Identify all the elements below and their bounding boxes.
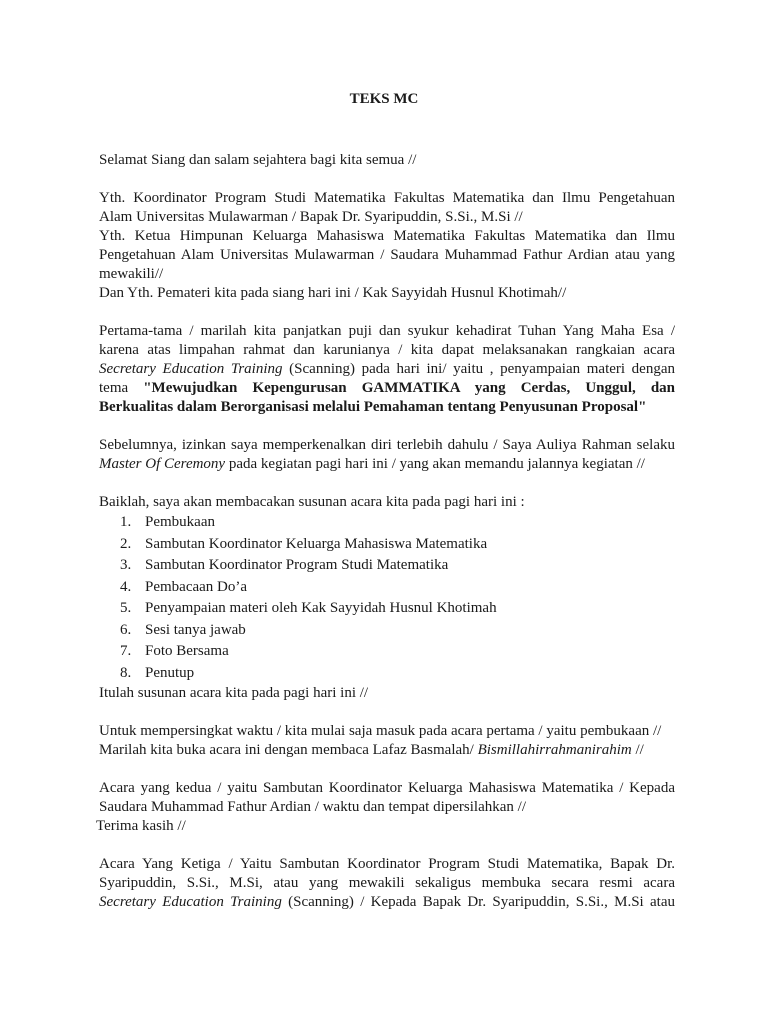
agenda-item-number: 6. xyxy=(120,621,132,638)
salutation-3-line: Dan Yth. Pemateri kita pada siang hari ini / Kak Sayyidah Husnul Khotimah// xyxy=(99,285,567,301)
third-event-paragraph xyxy=(99,855,675,912)
agenda-item-number: 4. xyxy=(120,578,132,595)
salutation-1-line-1: Yth. Koordinator Program Studi Matematika Fakultas Matematika dan Ilmu Pengetahuan xyxy=(99,190,675,206)
agenda-item-text: Penyampaian materi oleh Kak Sayyidah Husnul Khotimah xyxy=(145,600,497,616)
theme-bold-part-2: Berkualitas dalam Berorganisasi melalui Pemahaman tentang Penyusunan Proposal" xyxy=(99,399,647,415)
second-event-paragraph xyxy=(96,779,675,836)
introduction-line-1: Sebelumnya, izinkan saya memperkenalkan diri terlebih dahulu / Saya Auliya Rahman selaku xyxy=(99,437,675,453)
theme-prefix: tema xyxy=(99,380,144,396)
agenda-item-text: Sambutan Koordinator Keluarga Mahasiswa Matematika xyxy=(145,535,488,552)
agenda-item-number: 8. xyxy=(120,664,132,681)
agenda-item xyxy=(99,534,675,556)
thank-you-line: Terima kasih // xyxy=(96,818,186,834)
greeting-line: Selamat Siang dan salam sejahtera bagi kita semua // xyxy=(99,152,417,168)
opening-line-2: karena atas limpahan rahmat dan karunianya / kita dapat melaksanakan rangkaian acara xyxy=(99,342,675,358)
opening-line-4 xyxy=(99,379,675,398)
agenda-item-text: Pembacaan Do’a xyxy=(145,578,248,595)
greeting-paragraph xyxy=(99,151,675,170)
third-event-line-2: Syaripuddin, S.Si., M.Si, atau yang mewakili sekaligus membuka secara resmi acara xyxy=(99,875,675,891)
agenda-item-number: 3. xyxy=(120,557,132,573)
agenda-item-text: Foto Bersama xyxy=(145,643,229,659)
salutation-1-line-2: Alam Universitas Mulawarman / Bapak Dr. Syaripuddin, S.Si., M.Si // xyxy=(99,209,523,225)
agenda-item-number: 1. xyxy=(120,514,132,530)
first-event-line-2 xyxy=(99,741,675,760)
document-title: TEKS MC xyxy=(349,91,419,107)
agenda-item-number: 2. xyxy=(120,535,132,552)
salutation-2-line-1: Yth. Ketua Himpunan Keluarga Mahasiswa Matematika Fakultas Matematika dan Ilmu xyxy=(99,228,675,244)
agenda-item-text: Sambutan Koordinator Program Studi Matematika xyxy=(145,557,449,573)
agenda-item-number: 5. xyxy=(120,600,132,616)
first-event-line-2-pre: Marilah kita buka acara ini dengan membaca Lafaz Basmalah/ xyxy=(99,742,478,758)
salutation-2-line-3: mewakili// xyxy=(99,266,164,282)
event-name-italic: Secretary Education Training xyxy=(99,361,283,377)
salutation-paragraph xyxy=(99,189,675,303)
third-event-line-3 xyxy=(99,893,675,912)
second-event-line-1: Acara yang kedua / yaitu Sambutan Koordinator Keluarga Mahasiswa Matematika / Kepada xyxy=(99,780,675,796)
opening-line-3 xyxy=(99,360,675,379)
agenda-item-text: Penutup xyxy=(145,664,195,681)
first-event-line-1: Untuk mempersingkat waktu / kita mulai saja masuk pada acara pertama / yaitu pembukaan // xyxy=(99,723,662,739)
opening-paragraph xyxy=(99,322,675,417)
agenda-item xyxy=(99,641,675,663)
third-event-line-1: Acara Yang Ketiga / Yaitu Sambutan Koordinator Program Studi Matematika, Bapak Dr. xyxy=(99,856,675,872)
first-event-line-2-post: // xyxy=(631,742,644,758)
agenda-list xyxy=(99,512,675,684)
first-event-paragraph xyxy=(99,722,675,760)
opening-line-1: Pertama-tama / marilah kita panjatkan puji dan syukur kehadirat Tuhan Yang Maha Esa / xyxy=(99,323,675,339)
agenda-item-text: Sesi tanya jawab xyxy=(145,621,246,638)
agenda-outro: Itulah susunan acara kita pada pagi hari ini // xyxy=(99,685,369,701)
agenda-section xyxy=(99,493,675,703)
agenda-item xyxy=(99,577,675,599)
agenda-item xyxy=(99,598,675,620)
introduction-line-2-rest: pada kegiatan pagi hari ini / yang akan memandu jalannya kegiatan // xyxy=(225,456,645,472)
opening-line-3-rest: (Scanning) pada hari ini/ yaitu , penyampaian materi dengan xyxy=(282,361,675,377)
event-name-italic-2: Secretary Education Training xyxy=(99,894,282,910)
agenda-item xyxy=(99,663,675,685)
agenda-intro: Baiklah, saya akan membacakan susunan acara kita pada pagi hari ini : xyxy=(99,494,525,510)
introduction-line-2 xyxy=(99,455,675,474)
third-event-line-3-rest: (Scanning) / Kepada Bapak Dr. Syaripuddin, S.Si., M.Si atau xyxy=(281,894,675,910)
mc-role-italic: Master Of Ceremony xyxy=(99,456,226,472)
agenda-item-number: 7. xyxy=(120,643,132,659)
agenda-item-text: Pembukaan xyxy=(145,514,215,530)
agenda-item xyxy=(99,620,675,642)
salutation-2-line-2: Pengetahuan Alam Universitas Mulawarman / Saudara Muhammad Fathur Ardian atau yang xyxy=(99,247,675,263)
introduction-paragraph xyxy=(99,436,675,474)
agenda-item xyxy=(99,512,675,534)
second-event-line-2: Saudara Muhammad Fathur Ardian / waktu dan tempat dipersilahkan // xyxy=(99,799,526,815)
theme-bold-part-1: "Mewujudkan Kepengurusan GAMMATIKA yang Cerdas, Unggul, dan xyxy=(143,380,676,396)
document-body xyxy=(96,151,676,912)
agenda-item xyxy=(99,555,675,577)
basmalah-italic: Bismillahirrahmanirahim xyxy=(477,742,632,758)
